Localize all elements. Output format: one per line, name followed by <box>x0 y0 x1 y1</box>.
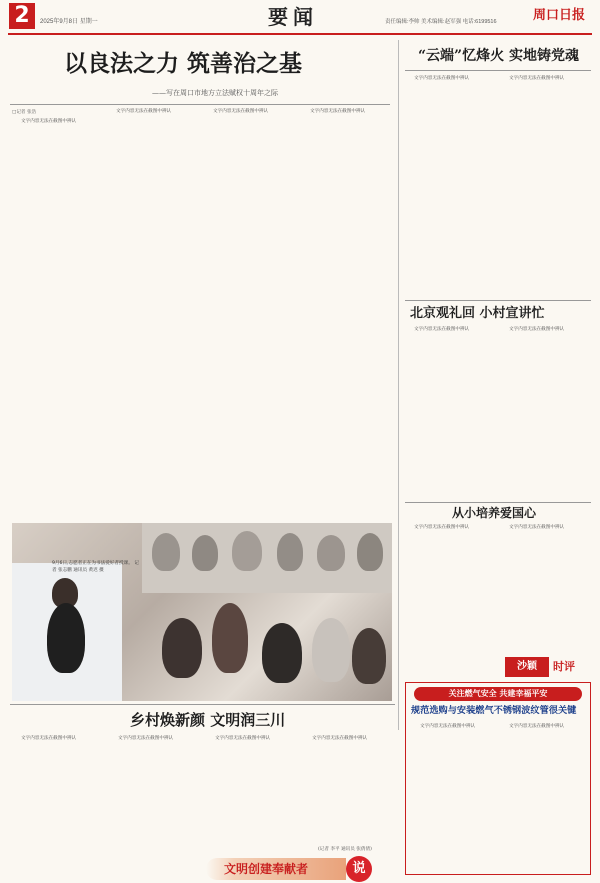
footer-banner <box>206 858 346 880</box>
footer-badge: 说 <box>346 856 372 882</box>
section-title: 要闻 <box>268 5 318 29</box>
comment-label-2: 时评 <box>553 660 575 673</box>
photo-student-3 <box>262 623 302 683</box>
right-mid-rule-top <box>405 300 591 301</box>
right-top-col-1: 文字内容无法在截图中辨认 <box>414 76 470 81</box>
bottom-rule-top <box>10 704 395 705</box>
header-rule <box>8 33 592 35</box>
photo-student-1 <box>162 618 202 678</box>
photo-student-4 <box>312 618 350 682</box>
bottom-byline: (记者 李平 通讯员 张倩倩) <box>318 847 372 852</box>
bottom-col-4: 文字内容无法在截图中辨认 <box>312 736 368 741</box>
main-rule <box>10 104 390 105</box>
editor-credits: 责任编辑:李帅 美术编辑:赵军强 电话:6199516 <box>385 19 497 25</box>
main-col-1: 文字内容无法在截图中辨认 <box>21 119 77 124</box>
photo-frame-3 <box>232 531 262 571</box>
comment-label: 沙颖 <box>505 657 549 677</box>
main-byline: □记者 张浩 <box>12 110 37 115</box>
main-subtitle: ——写在周口市地方立法赋权十周年之际 <box>152 89 278 97</box>
news-photo <box>12 523 392 701</box>
bottom-col-1: 文字内容无法在截图中辨认 <box>21 736 77 741</box>
gas-col-1: 文字内容无法在截图中辨认 <box>420 724 476 729</box>
right-mid-col-2: 文字内容无法在截图中辨认 <box>509 327 565 332</box>
right-low-rule-top <box>405 502 591 503</box>
photo-frame-4 <box>277 533 303 571</box>
right-low-col-1: 文字内容无法在截图中辨认 <box>414 525 470 530</box>
right-top-headline: “云端”忆烽火 实地铸党魂 <box>418 48 579 64</box>
footer-banner-text: 文明创建奉献者 <box>224 862 309 876</box>
main-headline: 以良法之力 筑善治之基 <box>64 50 303 77</box>
main-col-3: 文字内容无法在截图中辨认 <box>213 109 269 114</box>
right-mid-headline: 北京观礼回 小村宣讲忙 <box>410 306 545 321</box>
gas-col-2: 文字内容无法在截图中辨认 <box>509 724 565 729</box>
column-divider <box>398 40 399 730</box>
right-top-rule <box>405 70 591 71</box>
right-low-headline: 从小培养爱国心 <box>452 506 537 520</box>
gas-headline: 规范选购与安装燃气不锈钢波纹管很关键 <box>411 705 577 716</box>
photo-student-2 <box>212 603 248 673</box>
bottom-headline: 乡村焕新颜 文明润三川 <box>130 711 286 729</box>
photo-student-5 <box>352 628 386 684</box>
photo-inset <box>12 563 122 701</box>
main-col-2: 文字内容无法在截图中辨认 <box>116 109 172 114</box>
photo-frame-6 <box>357 533 383 571</box>
page-header <box>0 0 600 34</box>
right-top-col-2: 文字内容无法在截图中辨认 <box>509 76 565 81</box>
issue-date: 2025年9月8日 星期一 <box>40 19 98 25</box>
newspaper-logo: 周口日报 <box>533 8 586 23</box>
right-mid-col-1: 文字内容无法在截图中辨认 <box>414 327 470 332</box>
photo-figure-body <box>47 603 85 673</box>
right-low-col-2: 文字内容无法在截图中辨认 <box>509 525 565 530</box>
gas-banner: 关注燃气安全 共建幸福平安 <box>414 687 582 701</box>
page-number: 2 <box>9 3 35 29</box>
bottom-col-3: 文字内容无法在截图中辨认 <box>215 736 271 741</box>
gas-safety-box <box>405 682 591 875</box>
bottom-col-2: 文字内容无法在截图中辨认 <box>118 736 174 741</box>
photo-caption: 9月6日,志愿者正在为书法爱好者授课。 记者 张志鹏 通讯员 黄迟 摄 <box>52 561 139 573</box>
main-col-4: 文字内容无法在截图中辨认 <box>310 109 366 114</box>
comment-tag <box>505 657 591 677</box>
photo-frame-1 <box>152 533 180 571</box>
photo-frame-2 <box>192 535 218 571</box>
photo-frame-5 <box>317 535 345 571</box>
